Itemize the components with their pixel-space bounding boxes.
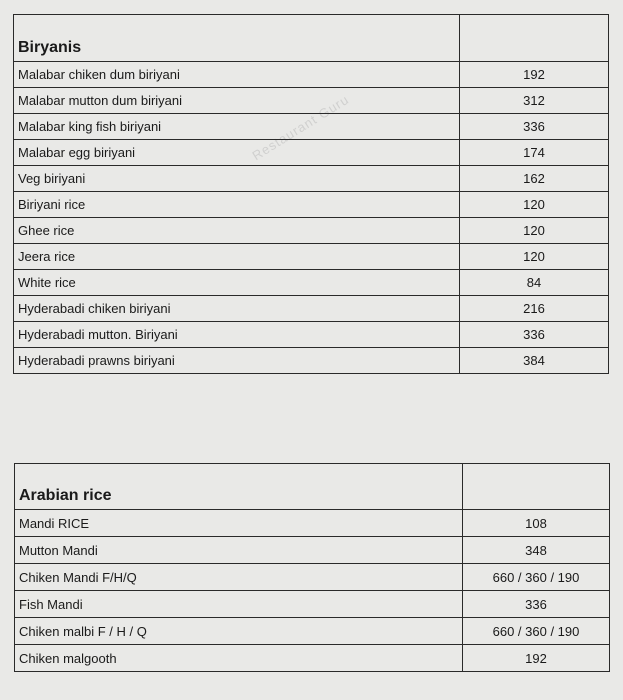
menu-item-row	[14, 192, 609, 218]
section-price-header	[463, 464, 610, 510]
menu-item-row	[14, 270, 609, 296]
item-name: Fish Mandi	[15, 591, 463, 618]
item-price: 660 / 360 / 190	[463, 618, 610, 645]
item-name: Jeera rice	[14, 244, 460, 270]
item-name: Biriyani rice	[14, 192, 460, 218]
menu-item-row	[15, 591, 610, 618]
item-name: Mandi RICE	[15, 510, 463, 537]
menu-item-row	[15, 510, 610, 537]
menu-item-row	[14, 140, 609, 166]
item-price: 336	[463, 591, 610, 618]
item-price: 108	[463, 510, 610, 537]
item-name: Malabar mutton dum biriyani	[14, 88, 460, 114]
section-title: Arabian rice	[15, 464, 463, 510]
item-price: 384	[460, 348, 609, 374]
item-price: 84	[460, 270, 609, 296]
menu-item-row	[14, 218, 609, 244]
menu-item-row	[15, 645, 610, 672]
item-price: 192	[460, 62, 609, 88]
biryanis-table	[13, 14, 609, 374]
item-name: Chiken Mandi F/H/Q	[15, 564, 463, 591]
section-price-header	[460, 15, 609, 62]
item-price: 336	[460, 322, 609, 348]
item-price: 192	[463, 645, 610, 672]
item-name: Malabar egg biriyani	[14, 140, 460, 166]
item-price: 216	[460, 296, 609, 322]
menu-item-row	[14, 322, 609, 348]
menu-item-row	[14, 244, 609, 270]
menu-item-row	[14, 88, 609, 114]
menu-item-row	[15, 564, 610, 591]
watermark: Restaurant Guru	[249, 91, 352, 164]
item-name: Malabar king fish biriyani	[14, 114, 460, 140]
item-price: 336	[460, 114, 609, 140]
menu-item-row	[14, 348, 609, 374]
menu-item-row	[15, 618, 610, 645]
item-name: Mutton Mandi	[15, 537, 463, 564]
item-name: Hyderabadi mutton. Biriyani	[14, 322, 460, 348]
item-name: Hyderabadi chiken biriyani	[14, 296, 460, 322]
item-name: Chiken malgooth	[15, 645, 463, 672]
menu-item-row	[14, 296, 609, 322]
item-name: Malabar chiken dum biriyani	[14, 62, 460, 88]
item-name: Ghee rice	[14, 218, 460, 244]
menu-item-row	[14, 166, 609, 192]
item-price: 348	[463, 537, 610, 564]
item-price: 120	[460, 218, 609, 244]
item-price: 120	[460, 192, 609, 218]
item-name: White rice	[14, 270, 460, 296]
item-price: 660 / 360 / 190	[463, 564, 610, 591]
section-title: Biryanis	[14, 15, 460, 62]
item-name: Hyderabadi prawns biriyani	[14, 348, 460, 374]
item-name: Veg biriyani	[14, 166, 460, 192]
menu-item-row	[15, 537, 610, 564]
item-price: 120	[460, 244, 609, 270]
item-name: Chiken malbi F / H / Q	[15, 618, 463, 645]
item-price: 312	[460, 88, 609, 114]
arabian-rice-table	[14, 463, 610, 672]
menu-item-row	[14, 114, 609, 140]
item-price: 162	[460, 166, 609, 192]
menu-item-row	[14, 62, 609, 88]
item-price: 174	[460, 140, 609, 166]
